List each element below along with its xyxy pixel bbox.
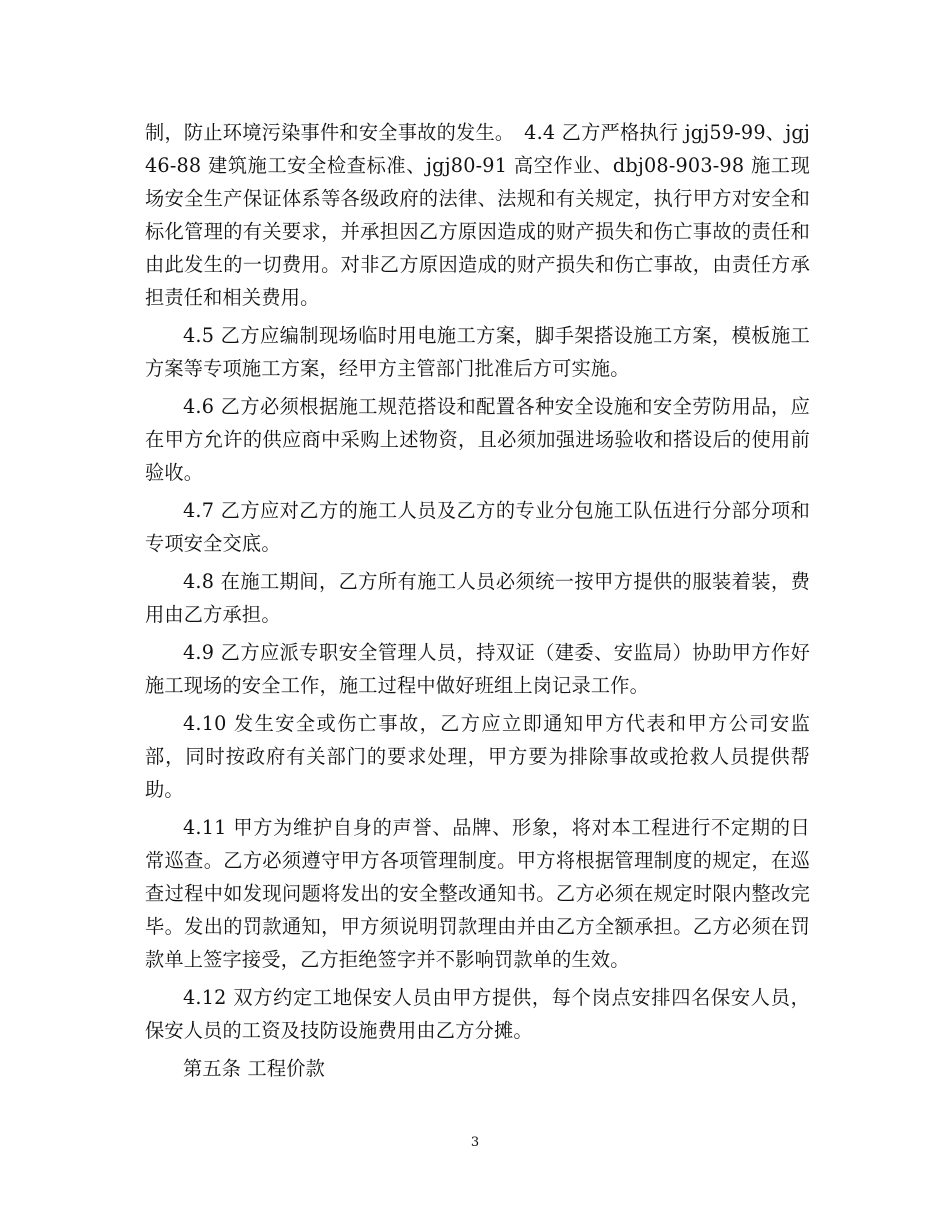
section-heading: 第五条 工程价款 <box>183 1057 326 1080</box>
paragraph-4-7: 4.7 乙方应对乙方的施工人员及乙方的专业分包施工队伍进行分部分项和专项安全交底。 <box>145 499 810 555</box>
paragraph-4-9: 4.9 乙方应派专职安全管理人员，持双证（建委、安监局）协助甲方作好施工现场的安全工作，施工过程中做好班组上岗记录工作。 <box>145 641 810 697</box>
paragraph-4-11: 4.11 甲方为维护自身的声誉、品牌、形象，将对本工程进行不定期的日常巡查。乙方必须遵守甲方各项管理制度。甲方将根据管理制度的规定，在巡查过程中如发现问题将发出的安全整改通知书。乙方必须在规定时限内整改完毕。发出的罚款通知，甲方须说明罚款理由并由乙方全额承担。乙方必须在罚款单上签字接受，乙方拒绝签字并不影响罚款单的生效。 <box>145 816 810 971</box>
paragraph-4-10: 4.10 发生安全或伤亡事故，乙方应立即通知甲方代表和甲方公司安监部，同时按政府有关部门的要求处理，甲方要为排除事故或抢救人员提供帮助。 <box>145 712 810 801</box>
paragraph-4-4-continuation: 制，防止环境污染事件和安全事故的发生。 4.4 乙方严格执行 jgj59-99、jgj46-88 建筑施工安全检查标准、jgj80-91 高空作业、dbj08-903-98 施工现场安全生产保证体系等各级政府的法律、法规和有关规定，执行甲方对安全和标化管理的有关要求，并承担因乙方原因造成的财产损失和伤亡事故的责任和由此发生的一切费用。对非乙方原因造成的财产损失和伤亡事故，由责任方承担责任和相关费用。 <box>145 121 810 309</box>
paragraph-4-8: 4.8 在施工期间，乙方所有施工人员必须统一按甲方提供的服装着装，费用由乙方承担。 <box>145 570 810 626</box>
document-body <box>145 116 810 1085</box>
paragraph-4-5: 4.5 乙方应编制现场临时用电施工方案，脚手架搭设施工方案，模板施工方案等专项施工方案，经甲方主管部门批准后方可实施。 <box>145 324 810 380</box>
page-number: 3 <box>470 1135 480 1150</box>
paragraph-4-12: 4.12 双方约定工地保安人员由甲方提供，每个岗点安排四名保安人员，保安人员的工资及技防设施费用由乙方分摊。 <box>145 986 810 1042</box>
paragraph-4-6: 4.6 乙方必须根据施工规范搭设和配置各种安全设施和安全劳防用品，应在甲方允许的供应商中采购上述物资，且必须加强进场验收和搭设后的使用前验收。 <box>145 395 810 484</box>
